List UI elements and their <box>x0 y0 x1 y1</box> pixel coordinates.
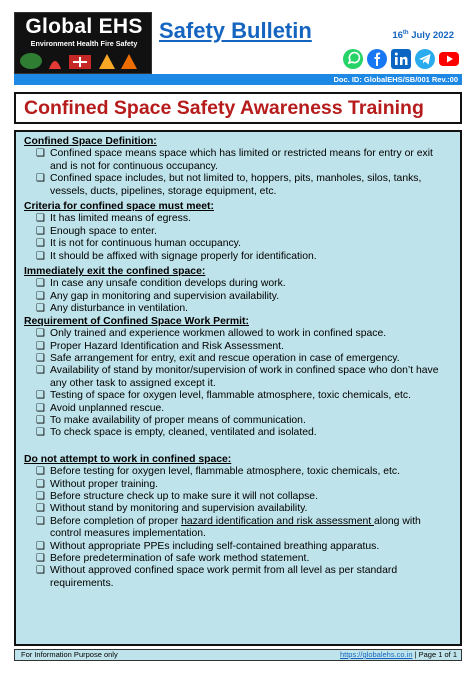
footer-disclaimer: For Information Purpose only <box>21 650 118 659</box>
checkbox-bullet-icon: ❑ <box>36 565 45 577</box>
checkbox-bullet-icon: ❑ <box>36 540 45 552</box>
checkbox-bullet-icon: ❑ <box>36 303 45 315</box>
checkbox-bullet-icon: ❑ <box>36 213 45 225</box>
list-item: ❑ Confined space means space which has limited or restricted means for entry or exit and is not for continuous occupancy. <box>36 148 433 172</box>
doc-id-bar <box>14 74 462 85</box>
list-item: ❑ Availability of stand by monitor/supervision of work in confined space who don’t have any other task to assigned except it. <box>36 365 439 389</box>
list-item: ❑ Safe arrangement for entry, exit and rescue operation in case of emergency. <box>36 352 400 364</box>
list-item: ❑ Enough space to enter. <box>36 225 157 237</box>
hira-link-text: hazard identification and risk assessment <box>181 515 375 527</box>
checkbox-bullet-icon: ❑ <box>36 238 45 250</box>
list-item: ❑ Before completion of proper hazard identification and risk assessment along with control measures implementation. <box>36 515 421 540</box>
list-item: ❑ Any disturbance in ventilation. <box>36 303 189 315</box>
section-heading: Do not attempt to work in confined space: <box>24 453 232 465</box>
logo-title: Global EHS <box>25 15 143 38</box>
footer <box>14 649 462 661</box>
logo-subtitle: Environment Health Fire Safety <box>30 39 138 48</box>
section-heading: Criteria for confined space must meet: <box>24 201 214 213</box>
list-item: ❑ Before predetermination of safe work method statement. <box>36 553 310 564</box>
logo-hazard-icons <box>19 51 149 71</box>
whatsapp-icon[interactable] <box>342 48 364 70</box>
list-item: ❑ Without stand by monitoring and supervision availability. <box>36 503 308 515</box>
checkbox-bullet-icon: ❑ <box>36 515 45 527</box>
youtube-icon[interactable] <box>438 48 460 70</box>
list-item: ❑ Without appropriate PPEs including self-contained breathing apparatus. <box>36 540 380 552</box>
list-item: ❑ Testing of space for oxygen level, flammable atmosphere, toxic chemicals, etc. <box>36 390 411 402</box>
checkbox-bullet-icon: ❑ <box>36 402 45 414</box>
list-item: ❑ Avoid unplanned rescue. <box>36 402 165 414</box>
section-heading: Immediately exit the confined space: <box>24 266 206 278</box>
checkbox-bullet-icon: ❑ <box>36 553 45 564</box>
list-item: ❑ Proper Hazard Identification and Risk Assessment. <box>36 340 284 352</box>
list-item: ❑ Without approved confined space work permit from all level as per standard requirements. <box>36 565 398 589</box>
list-item: ❑ It should be affixed with signage properly for identification. <box>36 250 317 262</box>
section-heading: Requirement of Confined Space Work Permit: <box>24 315 249 327</box>
checkbox-bullet-icon: ❑ <box>36 478 45 490</box>
checkbox-bullet-icon: ❑ <box>36 365 45 377</box>
header <box>14 12 462 82</box>
checkbox-bullet-icon: ❑ <box>36 414 45 426</box>
footer-right <box>340 650 457 660</box>
list-item: ❑ Any gap in monitoring and supervision availability. <box>36 290 280 302</box>
bulletin-date: 16th July 2022 <box>392 30 454 42</box>
checkbox-bullet-icon: ❑ <box>36 352 45 364</box>
checkbox-bullet-icon: ❑ <box>36 290 45 302</box>
list-item: ❑ It is not for continuous human occupancy. <box>36 238 241 250</box>
checkbox-bullet-icon: ❑ <box>36 503 45 515</box>
linkedin-icon[interactable] <box>390 48 412 70</box>
checkbox-bullet-icon: ❑ <box>36 390 45 402</box>
global-ehs-logo[interactable] <box>14 12 152 74</box>
checkbox-bullet-icon: ❑ <box>36 427 45 439</box>
social-icons <box>342 48 460 70</box>
checkbox-bullet-icon: ❑ <box>36 466 45 478</box>
checkbox-bullet-icon: ❑ <box>36 340 45 352</box>
list-item: ❑ Confined space includes, but not limited to, hoppers, pits, manholes, silos, tanks, vessels, ducts, pipelines, storage equipment, etc. <box>36 173 422 197</box>
bulletin-content <box>14 130 462 646</box>
section-heading: Confined Space Definition: <box>24 136 157 147</box>
bulletin-title: Safety Bulletin <box>159 18 312 43</box>
telegram-icon[interactable] <box>414 48 436 70</box>
list-item: ❑ To check space is empty, cleaned, ventilated and isolated. <box>36 427 317 439</box>
list-item: ❑ Before testing for oxygen level, flammable atmosphere, toxic chemicals, etc. <box>36 466 400 478</box>
checkbox-bullet-icon: ❑ <box>36 173 45 185</box>
list-item: ❑ Before structure check up to make sure it will not collapse. <box>36 490 318 502</box>
checkbox-bullet-icon: ❑ <box>36 490 45 502</box>
checkbox-bullet-icon: ❑ <box>36 278 45 290</box>
checkbox-bullet-icon: ❑ <box>36 250 45 262</box>
page-title: Confined Space Safety Awareness Training <box>24 97 424 119</box>
list-item: ❑ Without proper training. <box>36 478 159 490</box>
list-item: ❑ Only trained and experience workmen allowed to work in confined space. <box>36 328 387 340</box>
facebook-icon[interactable] <box>366 48 388 70</box>
title-box <box>14 92 462 124</box>
checkbox-bullet-icon: ❑ <box>36 225 45 237</box>
list-item: ❑ To make availability of proper means of communication. <box>36 414 306 426</box>
doc-id: Doc. ID: GlobalEHS/SB/001 Rev.:00 <box>333 75 458 84</box>
list-item: ❑ In case any unsafe condition develops during work. <box>36 278 286 290</box>
checkbox-bullet-icon: ❑ <box>36 148 45 160</box>
page-number: | Page 1 of 1 <box>412 650 457 659</box>
list-item: ❑ It has limited means of egress. <box>36 213 191 225</box>
checkbox-bullet-icon: ❑ <box>36 328 45 340</box>
website-link[interactable]: https://globalehs.co.in <box>339 650 413 659</box>
